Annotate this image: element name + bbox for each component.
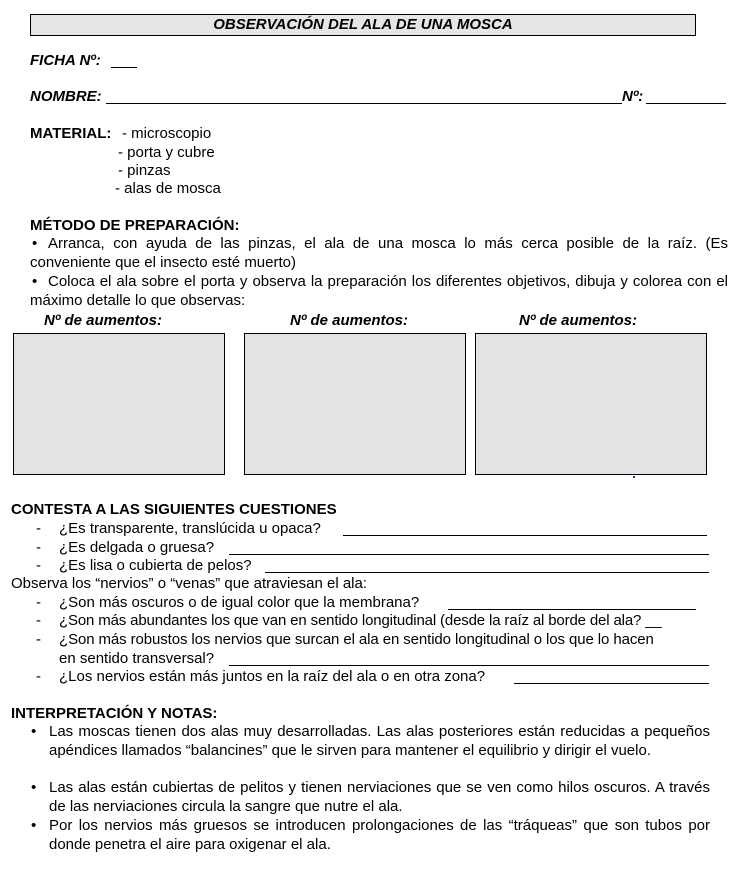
answer-field[interactable] xyxy=(448,609,696,610)
question-text: ¿Es delgada o gruesa? xyxy=(59,539,215,556)
answer-field[interactable] xyxy=(229,554,709,555)
bullet-icon: • xyxy=(31,723,37,740)
question-text: ¿Los nervios están más juntos en la raíz del ala o en otra zona? xyxy=(59,668,486,685)
material-item: - pinzas xyxy=(118,162,171,179)
material-item: - porta y cubre xyxy=(118,144,215,161)
dash-marker: - xyxy=(36,557,41,574)
drawing-box-3[interactable] xyxy=(475,333,707,475)
question-text: ¿Es transparente, translúcida u opaca? xyxy=(59,520,321,537)
bullet-icon: • xyxy=(31,779,37,796)
material-item: - microscopio xyxy=(122,125,212,142)
note-text: Las alas están cubiertas de pelitos y tienen nerviaciones que se ven como hilos oscuros. A través de las nerviaciones circula la sangre que nutre el ala. xyxy=(49,779,710,815)
bullet-icon: • xyxy=(31,817,37,834)
question-text: en sentido transversal? xyxy=(59,650,215,667)
answer-field[interactable] xyxy=(514,683,709,684)
answer-field[interactable] xyxy=(265,572,709,573)
question-text: ¿Son más abundantes los que van en sentido longitudinal (desde la raíz al borde del ala? __ xyxy=(59,612,662,629)
metodo-step: Coloca el ala sobre el porta y observa la preparación los diferentes objetivos, dibuja y colorea con el máximo detalle lo que observas: xyxy=(30,273,728,309)
metodo-heading: MÉTODO DE PREPARACIÓN: xyxy=(30,217,240,234)
interpretacion-heading: INTERPRETACIÓN Y NOTAS: xyxy=(11,705,218,722)
numero-label: Nº: xyxy=(622,88,644,105)
nombre-field[interactable] xyxy=(106,103,622,104)
question-text: ¿Son más robustos los nervios que surcan el ala en sentido longitudinal o los que lo hacen xyxy=(59,631,654,648)
cuestiones-heading: CONTESTA A LAS SIGUIENTES CUESTIONES xyxy=(11,501,337,518)
question-text: ¿Son más oscuros o de igual color que la membrana? xyxy=(59,594,420,611)
dash-marker: - xyxy=(36,520,41,537)
note-text: Las moscas tienen dos alas muy desarrolladas. Las alas posteriores están reducidas a pequeños apéndices llamados “balancines” que le sirven para mantener el equilibrio y dirigir el vuelo. xyxy=(49,723,710,759)
dash-marker: - xyxy=(36,594,41,611)
aumentos-label-3: Nº de aumentos: xyxy=(519,312,637,329)
dash-marker: - xyxy=(36,612,41,629)
question-text: ¿Es lisa o cubierta de pelos? xyxy=(59,557,252,574)
answer-field[interactable] xyxy=(343,535,707,536)
dash-marker: - xyxy=(36,539,41,556)
nombre-label: NOMBRE: xyxy=(30,88,102,105)
ficha-label-text: FICHA Nº: xyxy=(30,52,101,69)
dash-marker: - xyxy=(36,631,41,648)
numero-field[interactable] xyxy=(646,103,726,104)
bullet-icon: • xyxy=(32,273,38,290)
ficha-label xyxy=(30,52,101,69)
material-label: MATERIAL: xyxy=(30,125,112,142)
dash-marker: - xyxy=(36,668,41,685)
document-title: OBSERVACIÓN DEL ALA DE UNA MOSCA xyxy=(30,14,696,36)
stray-mark xyxy=(633,476,635,478)
answer-field[interactable] xyxy=(229,665,709,666)
ficha-number-field[interactable] xyxy=(111,67,137,68)
drawing-box-2[interactable] xyxy=(244,333,466,475)
bullet-icon: • xyxy=(32,235,38,252)
observa-text: Observa los “nervios” o “venas” que atraviesan el ala: xyxy=(11,575,368,592)
note-text: Por los nervios más gruesos se introducen prolongaciones de las “tráqueas” que son tubos por donde penetra el aire para oxigenar el ala. xyxy=(49,817,710,853)
aumentos-label-2: Nº de aumentos: xyxy=(290,312,408,329)
drawing-box-1[interactable] xyxy=(13,333,225,475)
material-item: - alas de mosca xyxy=(115,180,221,197)
aumentos-label-1: Nº de aumentos: xyxy=(44,312,162,329)
metodo-step: Arranca, con ayuda de las pinzas, el ala de una mosca lo más cerca posible de la raíz. (Es conveniente que el insecto esté muerto) xyxy=(30,235,728,271)
